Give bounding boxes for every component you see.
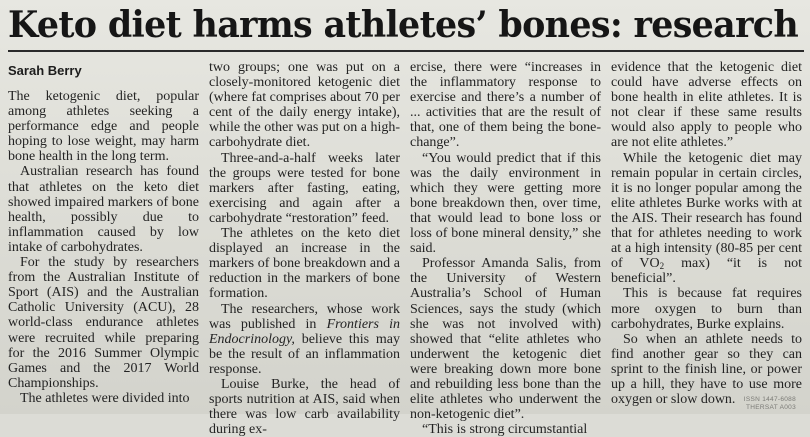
paragraph: So when an athlete needs to find another gear so they can sprint to the finish line, or power up a hill, they have to use more oxygen or slow down. bbox=[611, 331, 802, 408]
source-tag-line: ISSN 1447-6088 bbox=[743, 396, 796, 403]
column-1 bbox=[8, 60, 199, 410]
paragraph: Professor Amanda Salis, from the University of Western Australia’s School of Human Sciences, says the study (which she was not involved with) showed that “elite athletes who underwent the ketogenic diet were breaking down more bone and rebuilding less bone than the elite athletes who underwent the non-ketogenic diet”. bbox=[410, 256, 601, 423]
column-2 bbox=[209, 60, 400, 437]
paragraph: The athletes were divided into bbox=[20, 390, 190, 406]
paragraph: This is because fat requires more oxygen to burn than carbohydrates, Burke explains. bbox=[611, 286, 802, 332]
paragraph: The athletes on the keto diet displayed an increase in the markers of bone breakdown and a reduction in the markers of bone formation. bbox=[209, 226, 400, 302]
paragraph: Louise Burke, the head of sports nutrition at AIS, said when there was low carb availability during ex- bbox=[209, 376, 400, 437]
text-run: believe this may be the result of an inflammation response. bbox=[209, 331, 400, 377]
paragraph: Australian research has found that athletes on the keto diet showed impaired markers of bone health, possibly due to inflammation caused by low intake of carbohydrates. bbox=[8, 164, 199, 255]
paragraph: “This is strong circumstantial bbox=[422, 422, 588, 437]
paragraph: two groups; one was put on a closely-monitored ketogenic diet (where fat comprises about 70 per cent of the daily energy intake), while the other was put on a high-carbohydrate diet. bbox=[209, 60, 400, 151]
headline: Keto diet harms athletes’ bones: research bbox=[8, 3, 799, 46]
text-run: While the ketogenic diet may remain popular in certain circles, it is no longer popular among the elite athletes Burke works with at the AIS. Their research has found that for athletes needing to work at a high intensity (80-85 per cent of bbox=[611, 150, 802, 272]
text-run: The researchers, whose work was published in bbox=[209, 301, 400, 332]
paragraph: The ketogenic diet, popular among athletes seeking a performance edge and people hoping to lose weight, may harm bone health in the long term. bbox=[8, 89, 199, 165]
column-4 bbox=[611, 60, 802, 410]
headline-rule bbox=[8, 50, 804, 52]
column-3 bbox=[410, 60, 601, 437]
paragraph: ercise, there were “increases in the inflammatory response to exercise and there’s a number of ... activities that are the result of that, one of them being the bone-change”. bbox=[410, 60, 601, 151]
paragraph: Three-and-a-half weeks later the groups were tested for bone markers after fasting, eating, exercising and again after a carbohydrate “restoration” feed. bbox=[209, 150, 400, 226]
paragraph bbox=[209, 302, 400, 377]
paragraph: evidence that the ketogenic diet could have adverse effects on bone health in elite athletes. It is not clear if these same results would also apply to people who are not elite athletes.” bbox=[611, 60, 802, 151]
paragraph: “You would predict that if this was the daily environment in which they were getting more bone breakdown then, over time, that would lead to bone loss or loss of bone mineral density,” she said. bbox=[410, 150, 601, 257]
source-tag-line: THERSAT A003 bbox=[746, 404, 796, 411]
paragraph bbox=[611, 151, 802, 287]
byline: Sarah Berry bbox=[8, 63, 82, 78]
source-tag bbox=[744, 396, 796, 412]
journal-title: Frontiers in Endocrinology, bbox=[209, 316, 400, 347]
text-run: VO bbox=[639, 256, 660, 272]
subscript: 2 bbox=[659, 261, 665, 272]
text-run: max) “it is not beneficial”. bbox=[611, 256, 802, 287]
article-body bbox=[8, 60, 802, 437]
paragraph: For the study by researchers from the Australian Institute of Sport (AIS) and the Australian Catholic University (ACU), 28 world-class endurance athletes were recruited while preparing for the 2016 Summer Olympic Games and the 2017 World Championships. bbox=[8, 255, 199, 391]
